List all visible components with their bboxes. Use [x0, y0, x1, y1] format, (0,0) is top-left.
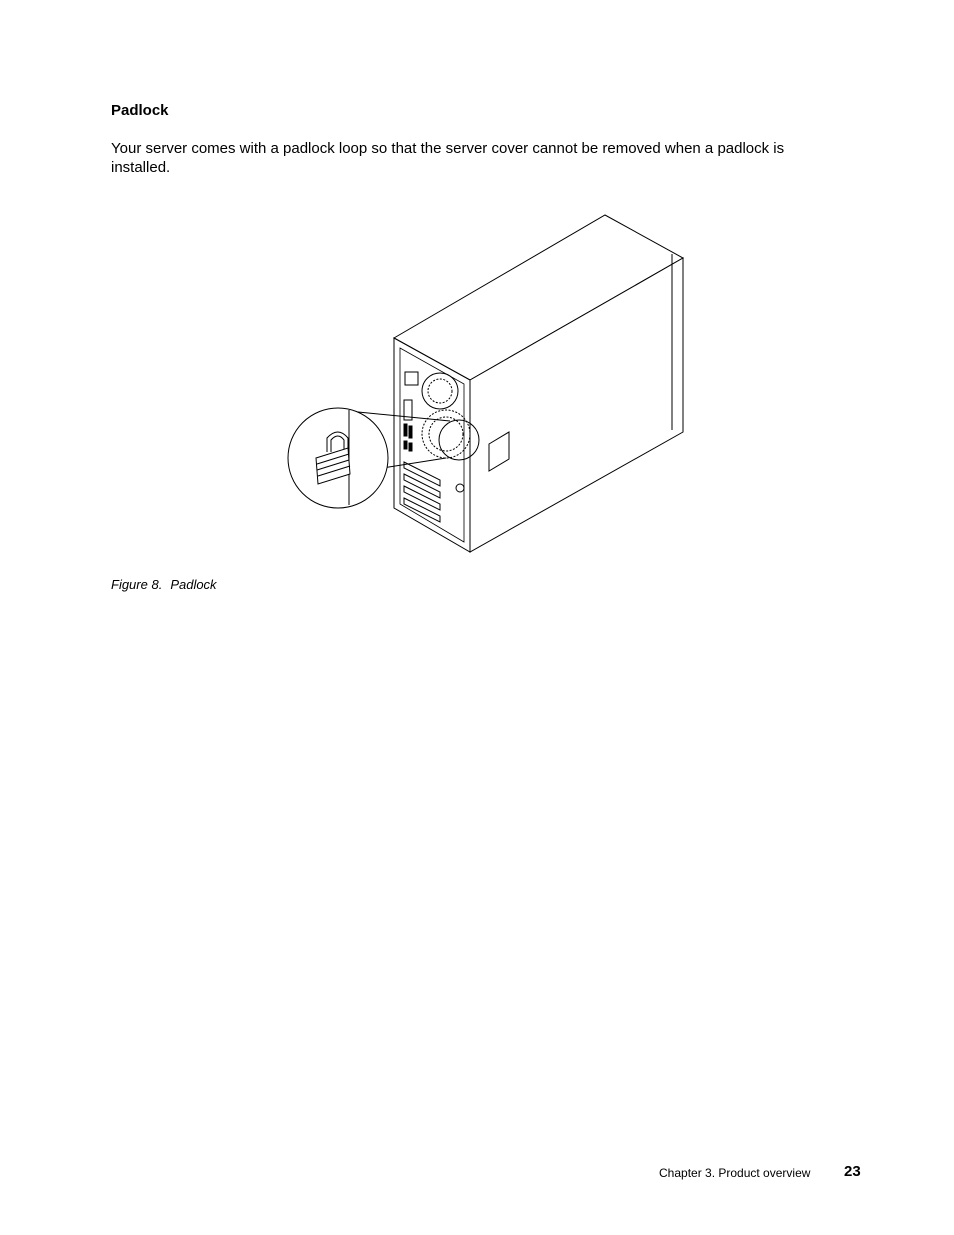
figure-caption — [111, 577, 217, 592]
figure-label: Figure 8. — [111, 577, 163, 592]
padlock-figure — [285, 210, 695, 560]
figure-title: Padlock — [170, 577, 217, 592]
footer-chapter: Chapter 3. Product overview — [659, 1166, 811, 1180]
page-number: 23 — [844, 1163, 861, 1180]
section-heading: Padlock — [111, 102, 169, 119]
section-paragraph: Your server comes with a padlock loop so that the server cover cannot be removed when a padlock is installed. — [111, 140, 785, 176]
server-padlock-illustration — [285, 210, 695, 560]
